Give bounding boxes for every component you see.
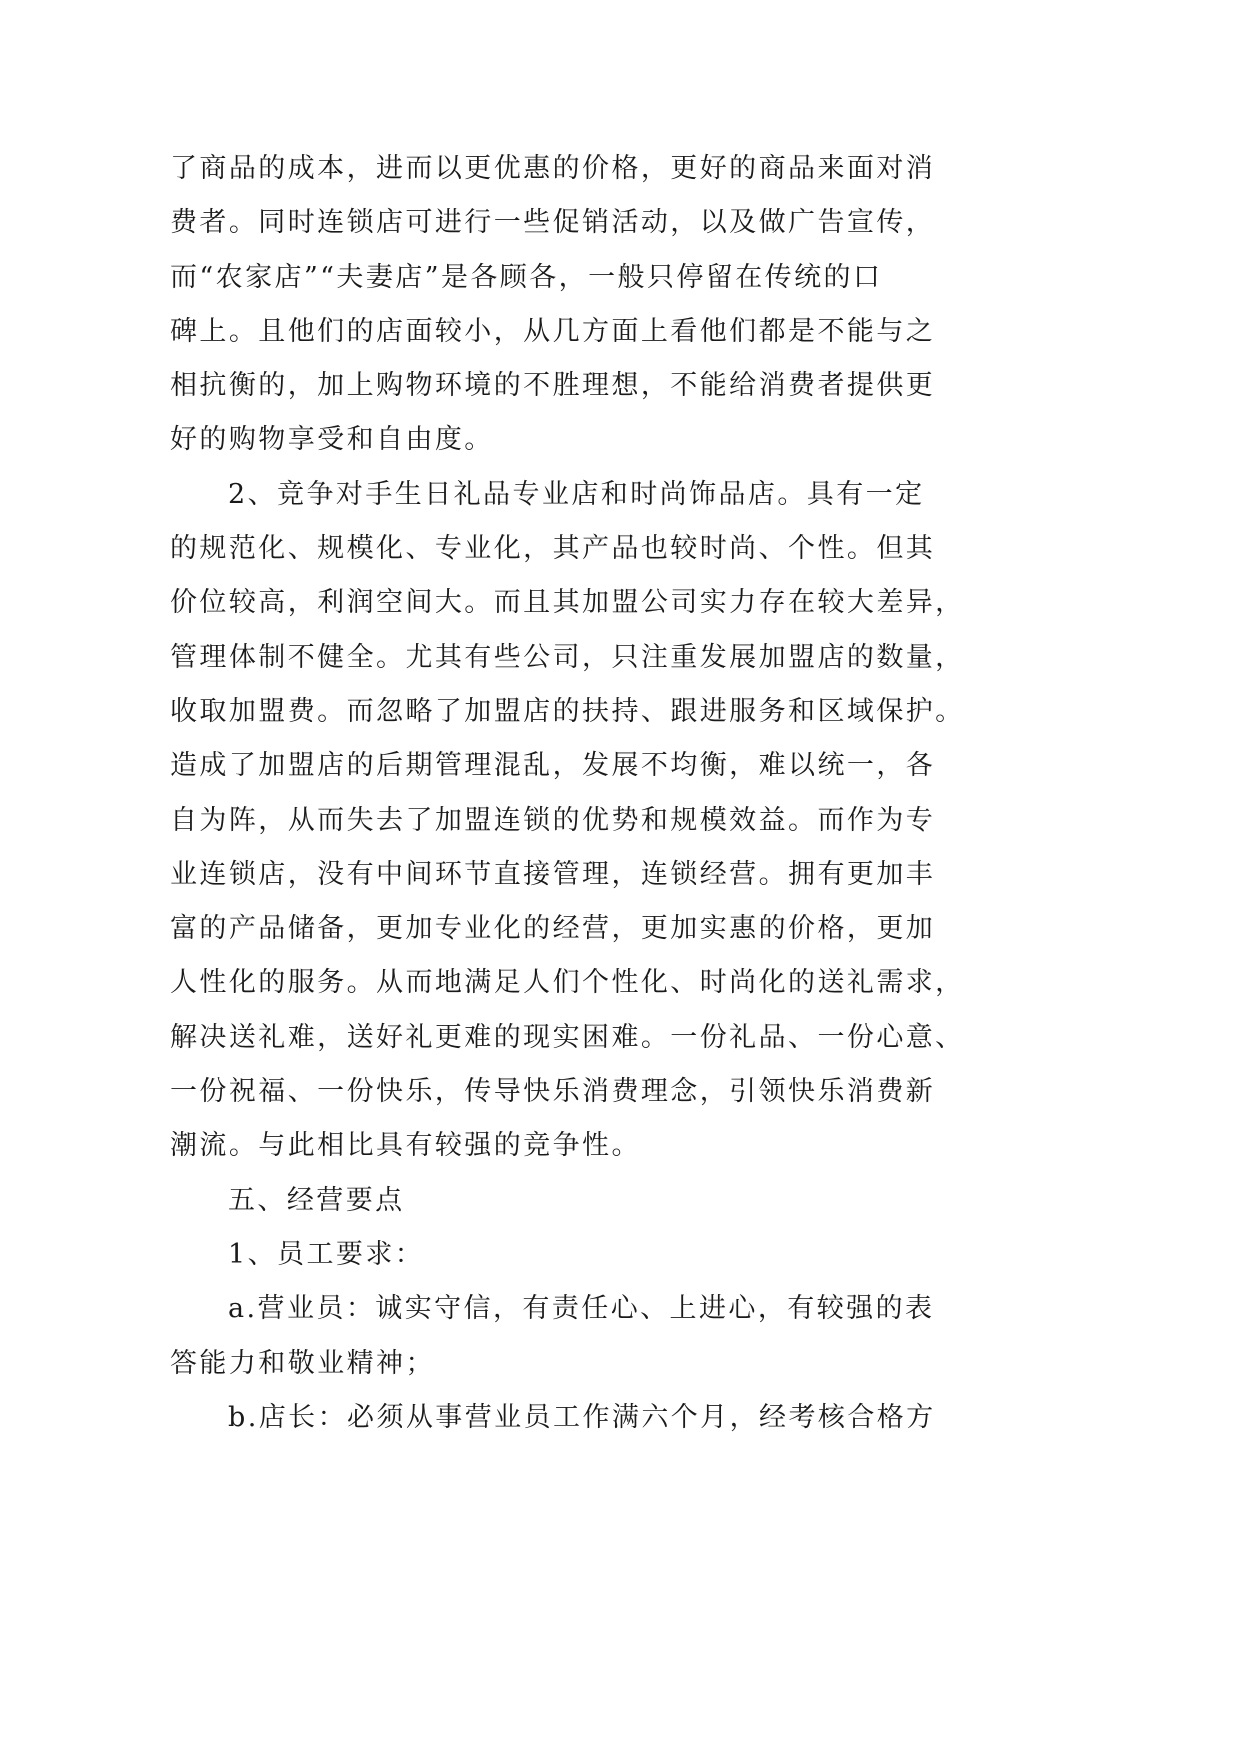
text-line: 收取加盟费。而忽略了加盟店的扶持、跟进服务和区域保护。 (170, 695, 965, 727)
text-line: 富的产品储备，更加专业化的经营，更加实惠的价格，更加 (170, 913, 936, 945)
text-line: 解决送礼难，送好礼更难的现实困难。一份礼品、一份心意、 (170, 1021, 965, 1053)
text-line: 碑上。且他们的店面较小，从几方面上看他们都是不能与之 (170, 315, 936, 347)
text-line: 了商品的成本，进而以更优惠的价格，更好的商品来面对消 (170, 153, 936, 184)
body-text (170, 142, 965, 1445)
text-line: 人性化的服务。从而地满足人们个性化、时尚化的送礼需求， (170, 967, 965, 999)
text-line: 自为阵，从而失去了加盟连锁的优势和规模效益。而作为专 (170, 804, 936, 836)
text-line: 相抗衡的，加上购物环境的不胜理想，不能给消费者提供更 (170, 370, 936, 402)
text-line: 管理体制不健全。尤其有些公司，只注重发展加盟店的数量， (170, 641, 965, 673)
text-line: 1、员工要求： (228, 1238, 425, 1270)
text-line: 费者。同时连锁店可进行一些促销活动，以及做广告宣传， (170, 207, 936, 239)
text-line: 价位较高，利润空间大。而且其加盟公司实力存在较大差异， (170, 587, 965, 619)
text-line: 潮流。与此相比具有较强的竞争性。 (170, 1130, 641, 1162)
text-line: 一份祝福、一份快乐，传导快乐消费理念，引领快乐消费新 (170, 1076, 936, 1108)
text-line: 业连锁店，没有中间环节直接管理，连锁经营。拥有更加丰 (170, 858, 936, 890)
text-line: 好的购物享受和自由度。 (170, 424, 494, 456)
text-line: 造成了加盟店的后期管理混乱，发展不均衡，难以统一，各 (170, 750, 936, 782)
text-line: a.营业员：诚实守信，有责任心、上进心，有较强的表 (228, 1293, 935, 1325)
text-line: 的规范化、规模化、专业化，其产品也较时尚、个性。但其 (170, 533, 936, 565)
text-line: 而“农家店”“夫妻店”是各顾各，一般只停留在传统的口 (170, 261, 883, 293)
text-line: b.店长：必须从事营业员工作满六个月，经考核合格方 (228, 1401, 936, 1433)
text-line: 答能力和敬业精神； (170, 1347, 435, 1379)
text-line: 五、经营要点 (228, 1184, 405, 1216)
text-line: 2、竞争对手生日礼品专业店和时尚饰品店。具有一定 (228, 478, 925, 510)
